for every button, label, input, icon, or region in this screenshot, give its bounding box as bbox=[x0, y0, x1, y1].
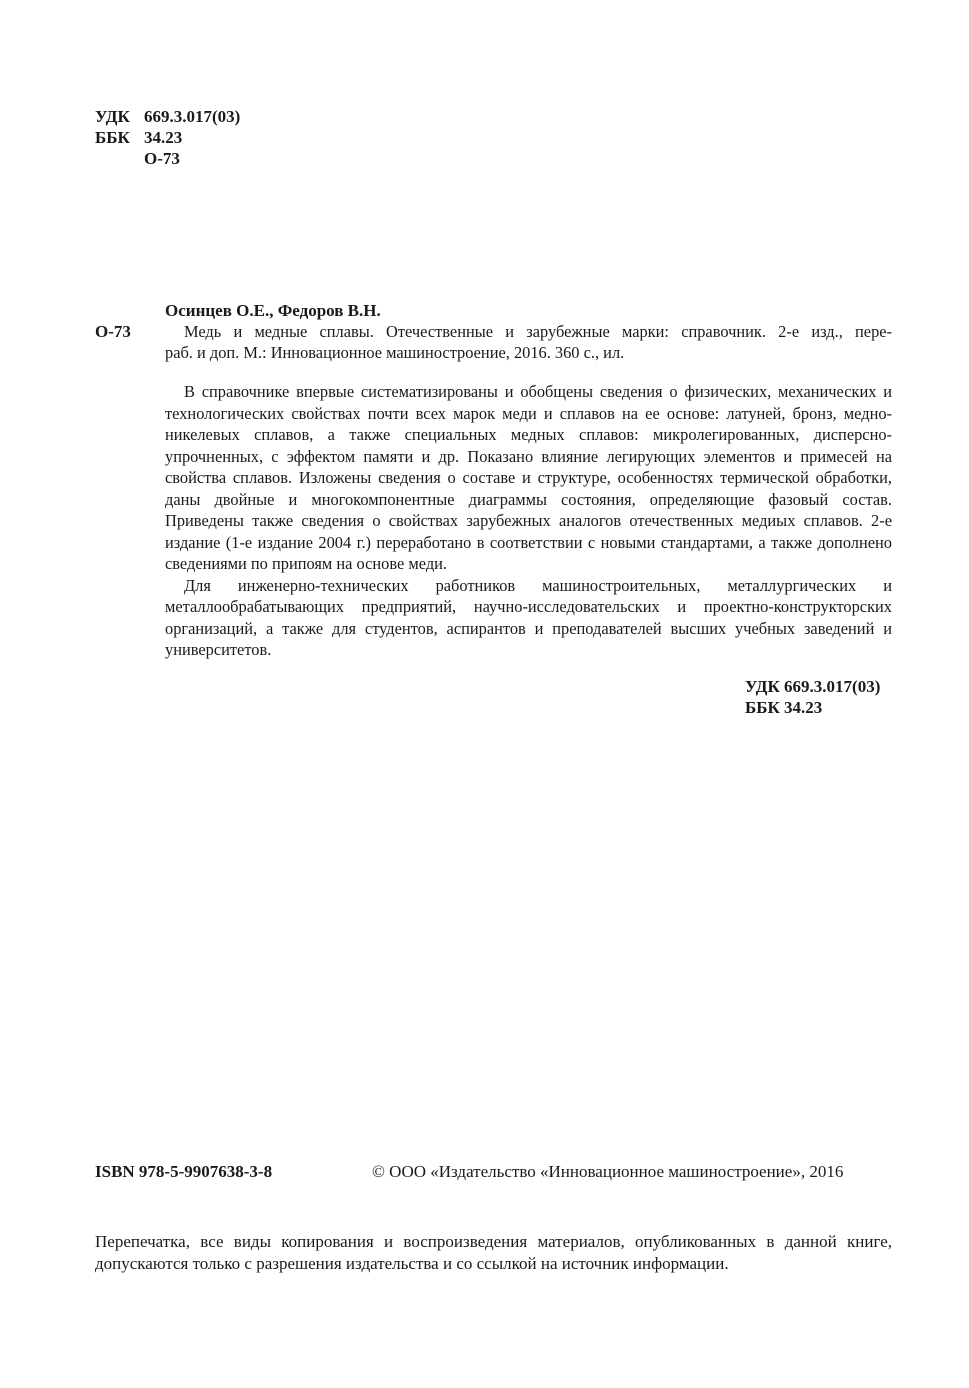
annotation-paragraph-2: Для инженерно-технических работников машиностроительных, металлургических и металлообрабатывающих предприятий, научно-исследовательских и проектно-конструкторских организаций, а также для студентов, аспирантов и преподавателей высших учебных заведений и университетов. bbox=[165, 575, 892, 659]
title-line-1: Медь и медные сплавы. Отечественные и зарубежные марки: справочник. 2-е изд., пере- bbox=[184, 322, 892, 341]
top-classification-block bbox=[95, 106, 240, 169]
bottom-udk: УДК 669.3.017(03) bbox=[745, 677, 881, 696]
bibliographic-title bbox=[165, 321, 892, 363]
record-cutter-code: О-73 bbox=[95, 322, 131, 341]
title-line-2: раб. и доп. М.: Инновационное машиностроение, 2016. 360 с., ил. bbox=[165, 343, 625, 362]
udk-label: УДК bbox=[95, 107, 130, 126]
cutter-code: О-73 bbox=[144, 149, 180, 168]
annotation-paragraph-1: В справочнике впервые систематизированы и обобщены сведения о физических, механических и технологических свойствах почти всех марок меди и сплавов на ее основе: латуней, бронз, медно-никелевых сплавов, а также специальных медных сплавов: микролегированных, дисперсно-упрочненных, с эффектом памяти и др. Показано влияние легирующих элементов и примесей на свойства сплавов. Изложены сведения о составе и структуре, особенностях термической обработки, даны двойные и многокомпонентные диаграммы состояния, определяющие фазовый состав. Приведены также сведения о свойствах зарубежных аналогов отечественных медиых сплавов. 2-е издание (1-е издание 2004 г.) переработано в соответствии с новыми стандартами, а также дополнено сведениями по припоям на основе меди. bbox=[165, 382, 892, 573]
isbn: ISBN 978-5-9907638-3-8 bbox=[95, 1162, 273, 1181]
bottom-classification-block bbox=[745, 676, 880, 718]
bbk-row bbox=[95, 127, 240, 148]
bottom-bbk: ББК 34.23 bbox=[745, 698, 823, 717]
udk-row bbox=[95, 106, 240, 127]
bbk-value: 34.23 bbox=[144, 128, 183, 147]
authors: Осинцев О.Е., Федоров В.Н. bbox=[165, 301, 381, 320]
bbk-label: ББК bbox=[95, 128, 130, 147]
annotation bbox=[165, 381, 892, 661]
copyright-notice: © ООО «Издательство «Инновационное машиностроение», 2016 bbox=[372, 1162, 844, 1181]
reprint-notice: Перепечатка, все виды копирования и воспроизведения материалов, опубликованных в данной книге, допускаются только с разрешения издательства и со ссылкой на источник информации. bbox=[95, 1232, 892, 1273]
udk-value: 669.3.017(03) bbox=[144, 107, 241, 126]
